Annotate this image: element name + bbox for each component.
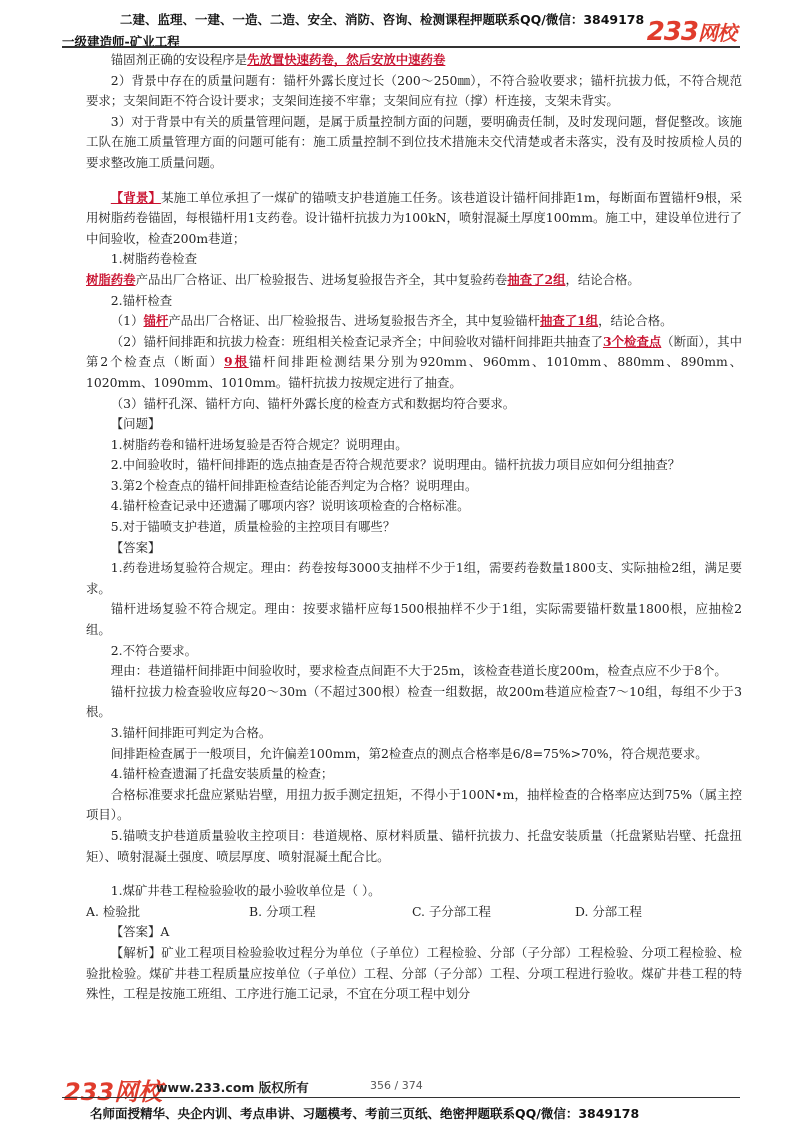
answer: 锚杆进场复验不符合规定。理由：按要求锚杆应每1500根抽样不少于1组，实际需要锚杆数量1800根，应抽检2组。 — [86, 601, 742, 638]
answer: 4.锚杆检查遗漏了托盘安装质量的检查； — [110, 766, 334, 782]
background-paragraph — [86, 188, 742, 250]
mc-option-d: D. 分部工程 — [575, 903, 642, 919]
paragraph — [86, 270, 742, 291]
paragraph: 3）对于背景中有关的质量管理问题，是属于质量控制方面的问题，要明确责任制，及时发现问题，督促整改。该施工队在施工质量管理方面的问题可能有：施工质量控制不到位技术措施未交代清楚或者未落实，没有及时按质检人员的要求整改施工质量问题。 — [86, 113, 742, 170]
text: 锚固剂正确的安设程序是 — [110, 52, 248, 67]
questions-label: 【问题】 — [110, 416, 161, 432]
question: 3.第2个检查点的锚杆间排距检查结论能否判定为合格？说明理由。 — [110, 477, 478, 493]
mc-option-b: B. 分项工程 — [249, 903, 316, 919]
logo-number: 233 — [646, 17, 698, 47]
highlight-text: 先放置快速药卷，然后安放中速药卷 — [247, 52, 446, 67]
highlight-text: 抽查了1组 — [539, 313, 599, 329]
document-body — [86, 50, 742, 1005]
logo-text: 网校 — [698, 21, 736, 45]
paragraph — [86, 311, 742, 332]
paragraph: 1.树脂药卷检查 — [110, 251, 197, 267]
footer-logo — [64, 1072, 162, 1107]
highlight-text: 3个检查点 — [602, 333, 662, 349]
mc-question: 1.煤矿井巷工程检验验收的最小验收单位是（ ）。 — [110, 883, 381, 899]
question: 1.树脂药卷和锚杆进场复验是否符合规定？说明理由。 — [110, 436, 408, 452]
text: （2）锚杆间排距和抗拔力检查：班组相关检查记录齐全；中间验收对锚杆间排距共抽查了 — [110, 333, 603, 349]
mc-explanation: 【解析】矿业工程项目检验验收过程分为单位（子单位）工程检验、分部（子分部）工程检验、分项工程检验、检验批检验。煤矿井巷工程质量应按单位（子单位）工程、分部（子分部）工程、分项工程进行验收。煤矿井巷工程的特殊性，工程是按施工班组、工序进行施工记录，不宜在分项工程中划分 — [86, 944, 742, 1002]
highlight-text: 锚杆 — [143, 313, 169, 329]
mc-option-a: A. 检验批 — [86, 903, 140, 919]
footer-divider — [62, 1097, 740, 1098]
text: 锚杆间排距检测结果分别为920mm、960mm、1010mm、880mm、890mm、1020mm、1090mm、1010mm。锚杆抗拔力按规定进行了抽查。 — [86, 354, 742, 390]
question: 4.锚杆检查记录中还遗漏了哪项内容？说明该项检查的合格标准。 — [110, 498, 470, 514]
paragraph — [86, 50, 742, 71]
highlight-text: 抽查了2组 — [507, 271, 566, 287]
footer-contact-line: 名师面授精华、央企内训、考点串讲、习题模考、考前三页纸、绝密押题联系QQ/微信：3849178 — [90, 1106, 640, 1121]
answer: 间排距检查属于一般项目，允许偏差100mm，第2检查点的测点合格率是6/8=75%>70%，符合规范要求。 — [110, 745, 708, 761]
text: 产品出厂合格证、出厂检验报告、进场复验报告齐全，其中复验药卷 — [135, 271, 508, 287]
answer: 5.锚喷支护巷道质量验收主控项目：巷道规格、原材料质量、锚杆抗拔力、托盘安装质量（托盘紧贴岩壁、托盘扭矩）、喷射混凝土强度、喷层厚度、喷射混凝土配合比。 — [86, 827, 742, 864]
paragraph: 2.锚杆检查 — [110, 292, 173, 308]
paragraph: （3）锚杆孔深、锚杆方向、锚杆外露长度的检查方式和数据均符合要求。 — [110, 395, 516, 411]
footer-logo-text: 网校 — [114, 1078, 163, 1106]
brand-logo — [647, 17, 736, 47]
question: 5.对于锚喷支护巷道，质量检验的主控项目有哪些？ — [110, 519, 396, 535]
answers-label: 【答案】 — [110, 539, 161, 555]
answer: 1.药卷进场复验符合规定。理由：药卷按每3000支抽样不少于1组，需要药卷数量1800支、实际抽检2组，满足要求。 — [86, 560, 742, 596]
answer: 理由：巷道锚杆间排距中间验收时，要求检查点间距不大于25m，该检查巷道长度200m，检查点应不少于8个。 — [110, 663, 727, 679]
question: 2.中间验收时，锚杆间排距的选点抽查是否符合规范要求？说明理由。锚杆抗拔力项目应如何分组抽查？ — [110, 457, 681, 473]
header-contact-line: 二建、监理、一建、一造、二造、安全、消防、咨询、检测课程押题联系QQ/微信：3849178 — [120, 12, 645, 27]
mc-option-c: C. 子分部工程 — [412, 903, 491, 919]
footer-logo-number: 233 — [64, 1078, 115, 1106]
text: （断面），其中第2个检查点（断面） — [86, 333, 742, 370]
answer: 锚杆拉拔力检查验收应每20～30m（不超过300根）检查一组数据，故200m巷道应检查7～10组，每组不少于3根。 — [86, 683, 742, 720]
page-number: 356 / 374 — [370, 1079, 423, 1092]
header-subtitle: 一级建造师-矿业工程 — [62, 34, 180, 49]
section-label: 【背景】 — [110, 189, 162, 205]
answer: 3.锚杆间排距可判定为合格。 — [110, 725, 272, 740]
paragraph — [86, 332, 742, 394]
header-divider — [62, 46, 740, 48]
footer-site[interactable]: www.233.com 版权所有 — [156, 1080, 309, 1095]
mc-answer: 【答案】A — [110, 924, 170, 940]
text: 某施工单位承担了一煤矿的锚喷支护巷道施工任务。该巷道设计锚杆间排距1m，每断面布置锚杆9根，采用树脂药卷锚固，每根锚杆用1支药卷。设计锚杆抗拔力为100kN，喷射混凝土厚度100mm。施工中，建设单位进行了中间验收，检查200m巷道； — [86, 189, 743, 246]
text: ，结论合格。 — [565, 271, 640, 287]
paragraph: 2）背景中存在的质量问题有：锚杆外露长度过长（200～250㎜），不符合验收要求；锚杆抗拔力低，不符合规范要求；支架间距不符合设计要求；支架间连接不牢靠；支架间应有拉（撑）杆连接，支架未背实。 — [86, 72, 742, 109]
answer: 2.不符合要求。 — [110, 642, 197, 658]
mc-options — [86, 902, 742, 923]
text: （1） — [110, 313, 144, 329]
answer: 合格标准要求托盘应紧贴岩壁，用扭力扳手测定扭矩，不得小于100N•m，抽样检查的合格率应达到75%（属主控项目）。 — [86, 786, 742, 823]
text: 产品出厂合格证、出厂检验报告、进场复验报告齐全，其中复验锚杆 — [168, 313, 540, 329]
text: ，结论合格。 — [598, 313, 673, 329]
highlight-text: 树脂药卷 — [86, 271, 136, 287]
highlight-text: 9根 — [223, 354, 249, 370]
